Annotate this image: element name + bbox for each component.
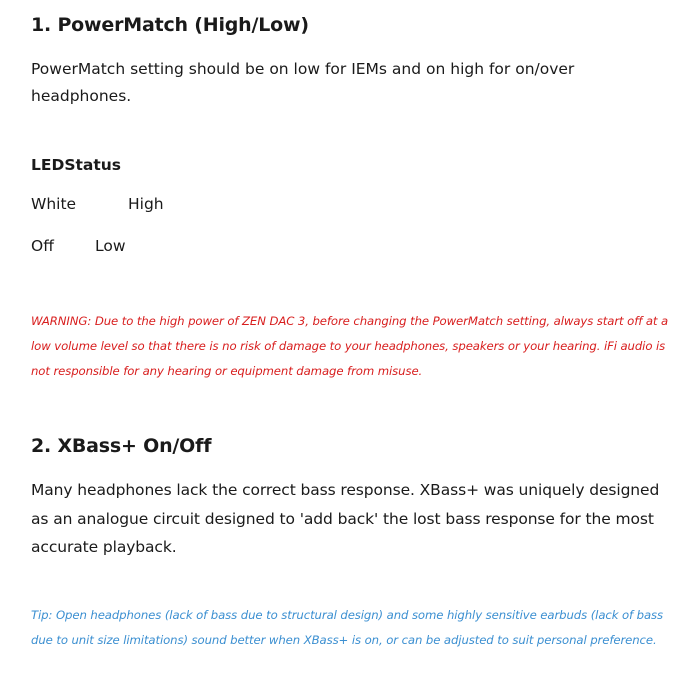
led-status-header: LEDStatus: [31, 156, 122, 174]
section-title-powermatch: 1. PowerMatch (High/Low): [31, 14, 309, 36]
tip-note: Tip: Open headphones (lack of bass due to structural design) and some highly sensitive earbuds (lack of bass due to unit size limitations) sound better when XBass+ is on, or can be adjusted to suit personal preference.: [31, 608, 664, 647]
led-color-cell: White: [31, 195, 77, 213]
led-color-cell: Off: [31, 237, 54, 255]
led-row-white: [31, 195, 164, 213]
section-title-xbass: 2. XBass+ On/Off: [31, 435, 212, 457]
led-status-cell: Low: [95, 237, 126, 255]
led-row-off: [31, 237, 126, 255]
powermatch-description: PowerMatch setting should be on low for IEMs and on high for on/over headphones.: [31, 60, 575, 105]
led-status-cell: High: [128, 195, 164, 213]
warning-note: WARNING: Due to the high power of ZEN DAC 3, before changing the PowerMatch setting, always start off at a low volume level so that there is no risk of damage to your headphones, speakers or your hearing. iFi audio is not responsible for any hearing or equipment damage from misuse.: [31, 314, 669, 378]
xbass-description: Many headphones lack the correct bass response. XBass+ was uniquely designed as an analogue circuit designed to 'add back' the lost bass response for the most accurate playback.: [31, 481, 660, 556]
